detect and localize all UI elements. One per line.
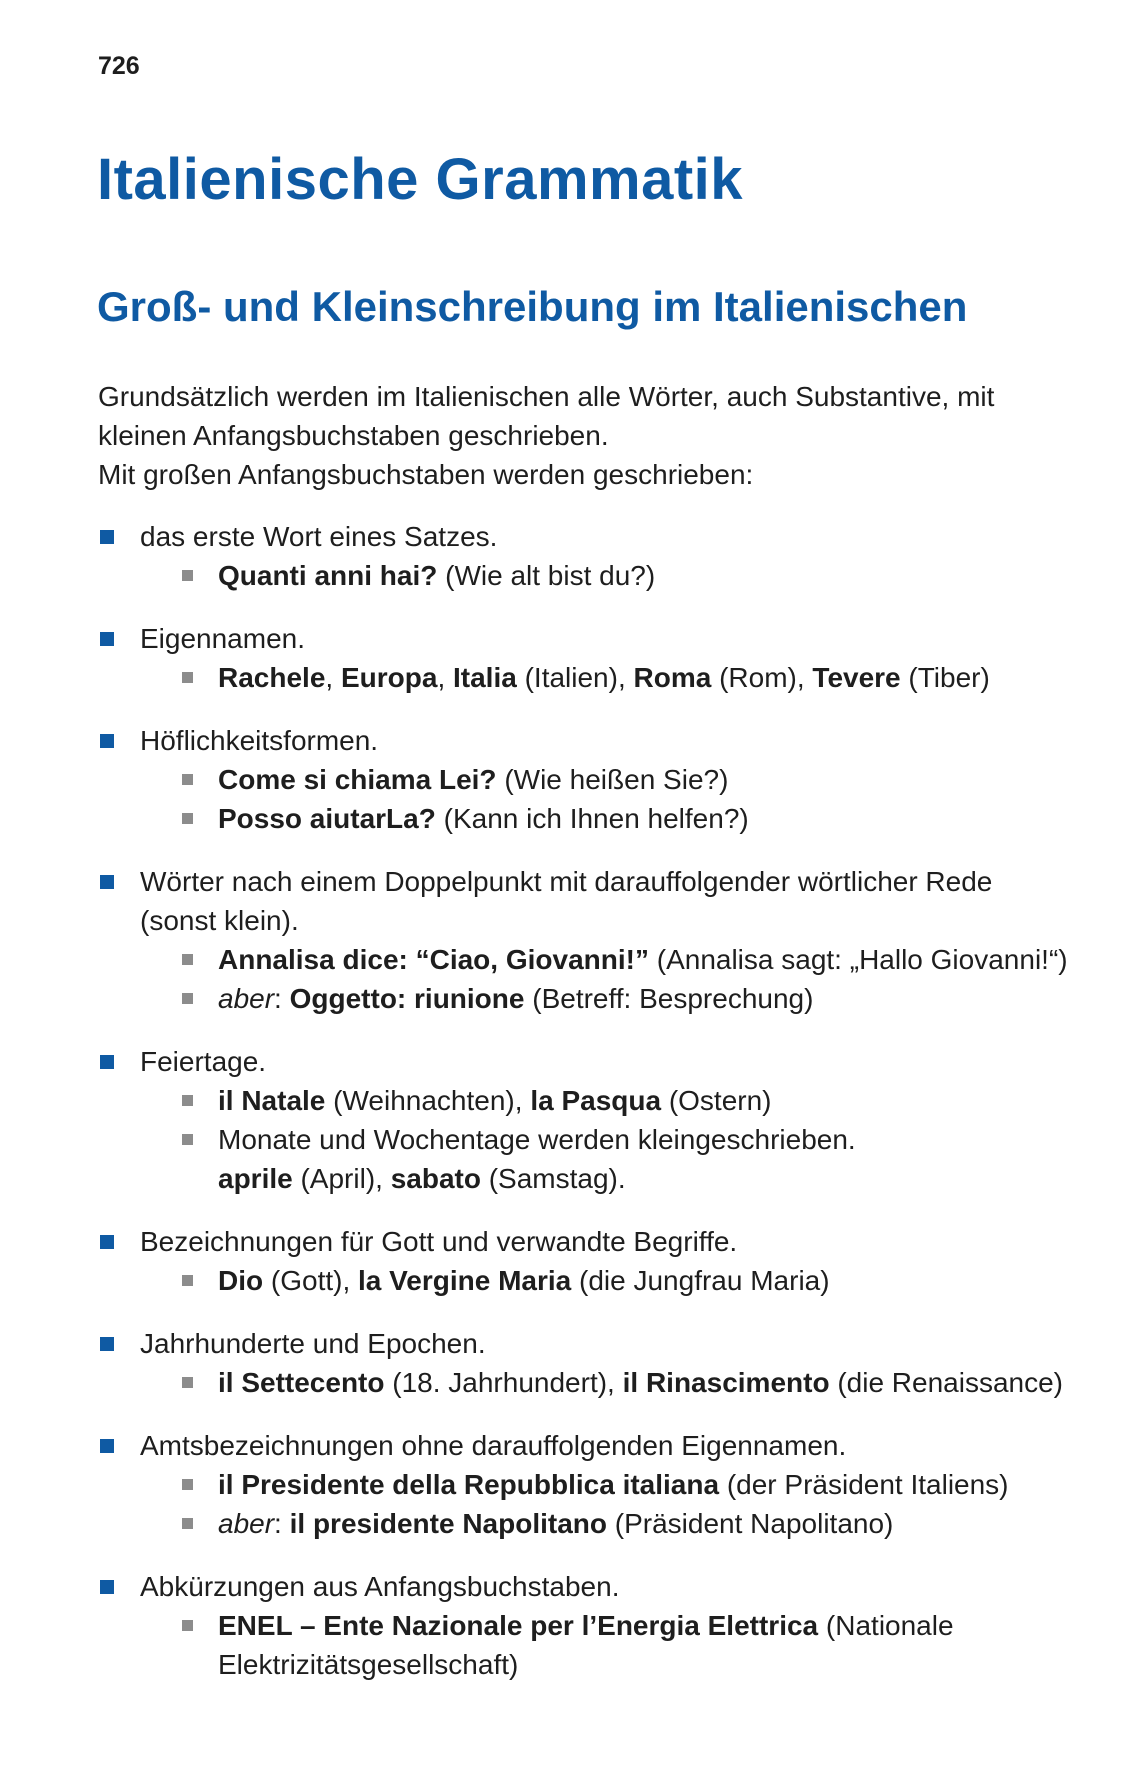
example-german: (Wie heißen Sie?) xyxy=(496,764,729,795)
list-item xyxy=(98,1324,1063,1402)
example-italian: Rachele xyxy=(218,662,326,693)
example-sep: : xyxy=(274,1508,290,1539)
square-bullet-icon xyxy=(100,1439,114,1453)
square-bullet-icon xyxy=(100,1580,114,1594)
small-square-bullet-icon xyxy=(182,1377,193,1388)
example-german: (Tiber) xyxy=(900,662,990,693)
list-item xyxy=(98,1426,1058,1543)
example-italian: il Natale xyxy=(218,1085,326,1116)
example-italian: il Presidente della Repubblica italiana xyxy=(218,1469,720,1500)
square-bullet-icon xyxy=(100,1337,114,1351)
example-italian: Quanti anni hai? xyxy=(218,560,438,591)
example-german: (Annalisa sagt: „Hallo Giovanni!“) xyxy=(648,944,1068,975)
example-german: (18. Jahrhundert), xyxy=(384,1367,623,1398)
small-square-bullet-icon xyxy=(182,774,193,785)
example xyxy=(140,1261,1058,1300)
item-text: Amtsbezeichnungen ohne darauffolgenden Eigennamen. xyxy=(140,1430,847,1461)
list-item xyxy=(98,1222,1058,1300)
example-note: Monate und Wochentage werden kleingeschrieben. xyxy=(218,1124,856,1155)
example-italian: Come si chiama Lei? xyxy=(218,764,497,795)
example-german: (der Präsident Italiens) xyxy=(719,1469,1009,1500)
example-german: (Italien), xyxy=(516,662,634,693)
item-text: Wörter nach einem Doppelpunkt mit darauffolgender wörtlicher Rede xyxy=(140,866,993,897)
list-item xyxy=(98,517,1058,595)
example-german: (die Jungfrau Maria) xyxy=(571,1265,830,1296)
example-italian: la Vergine Maria xyxy=(358,1265,572,1296)
square-bullet-icon xyxy=(100,632,114,646)
small-square-bullet-icon xyxy=(182,1275,193,1286)
example-note: aber xyxy=(218,983,275,1014)
small-square-bullet-icon xyxy=(182,1518,193,1529)
section-title: Groß- und Kleinschreibung im Italienischen xyxy=(97,283,968,330)
item-text: Eigennamen. xyxy=(140,623,306,654)
example-sep: , xyxy=(437,662,453,693)
example-italian: il Settecento xyxy=(218,1367,385,1398)
example xyxy=(140,799,1058,838)
example-italian: Roma xyxy=(633,662,712,693)
example xyxy=(140,1504,1058,1543)
example-german: (Betreff: Besprechung) xyxy=(524,983,814,1014)
list-item xyxy=(98,721,1058,838)
example-italian: sabato xyxy=(390,1163,481,1194)
example-italian: Annalisa dice: “Ciao, Giovanni!” xyxy=(218,944,649,975)
intro-line: Grundsätzlich werden im Italienischen alle Wörter, auch Substantive, mit xyxy=(98,381,995,412)
example-german: Elektrizitätsgesellschaft) xyxy=(218,1649,519,1680)
item-text: das erste Wort eines Satzes. xyxy=(140,521,498,552)
list-item xyxy=(98,1042,1058,1198)
example-italian: Posso aiutarLa? xyxy=(218,803,436,834)
example-italian: Oggetto: riunione xyxy=(289,983,525,1014)
example-sep: : xyxy=(274,983,290,1014)
example xyxy=(140,1606,1058,1684)
small-square-bullet-icon xyxy=(182,813,193,824)
intro-line: Mit großen Anfangsbuchstaben werden geschrieben: xyxy=(98,459,754,490)
example xyxy=(140,940,1068,979)
intro-line: kleinen Anfangsbuchstaben geschrieben. xyxy=(98,420,609,451)
item-text: Bezeichnungen für Gott und verwandte Begriffe. xyxy=(140,1226,738,1257)
example-german: (Gott), xyxy=(263,1265,359,1296)
small-square-bullet-icon xyxy=(182,954,193,965)
example-german: (die Renaissance) xyxy=(829,1367,1063,1398)
small-square-bullet-icon xyxy=(182,672,193,683)
example xyxy=(140,1465,1058,1504)
example-italian: la Pasqua xyxy=(530,1085,662,1116)
intro-paragraph xyxy=(98,377,1058,494)
example-italian: Dio xyxy=(218,1265,264,1296)
list-item xyxy=(98,862,1068,1018)
example xyxy=(140,1363,1063,1402)
list-item xyxy=(98,1567,1058,1684)
example xyxy=(140,1120,1058,1198)
list-item xyxy=(98,619,1058,697)
item-text: Jahrhunderte und Epochen. xyxy=(140,1328,486,1359)
square-bullet-icon xyxy=(100,875,114,889)
example-italian: Tevere xyxy=(812,662,901,693)
square-bullet-icon xyxy=(100,1055,114,1069)
example-german: (Präsident Napolitano) xyxy=(607,1508,894,1539)
small-square-bullet-icon xyxy=(182,1479,193,1490)
example-german: (Samstag). xyxy=(480,1163,626,1194)
example-german: (Wie alt bist du?) xyxy=(437,560,656,591)
rules-list xyxy=(98,517,1068,1708)
example xyxy=(140,979,1058,1018)
item-text: Abkürzungen aus Anfangsbuchstaben. xyxy=(140,1571,620,1602)
example xyxy=(140,658,1058,697)
small-square-bullet-icon xyxy=(182,570,193,581)
square-bullet-icon xyxy=(100,734,114,748)
example-german: (Rom), xyxy=(711,662,813,693)
item-text: Feiertage. xyxy=(140,1046,267,1077)
example-italian: ENEL – Ente Nazionale per l’Energia Elettrica xyxy=(218,1610,819,1641)
example-german: (Ostern) xyxy=(661,1085,772,1116)
page-number: 726 xyxy=(98,52,140,80)
example-italian: il Rinascimento xyxy=(622,1367,830,1398)
example-german: (April), xyxy=(292,1163,391,1194)
small-square-bullet-icon xyxy=(182,1095,193,1106)
item-text: Höflichkeitsformen. xyxy=(140,725,379,756)
example-sep: , xyxy=(325,662,341,693)
example-italian: il presidente Napolitano xyxy=(289,1508,607,1539)
example-german: (Nationale xyxy=(818,1610,954,1641)
example-german: (Weihnachten), xyxy=(325,1085,531,1116)
example-note: aber xyxy=(218,1508,275,1539)
page-title: Italienische Grammatik xyxy=(97,147,744,212)
example xyxy=(140,760,1058,799)
square-bullet-icon xyxy=(100,530,114,544)
example-italian: Italia xyxy=(453,662,517,693)
small-square-bullet-icon xyxy=(182,1620,193,1631)
example xyxy=(140,1081,1058,1120)
small-square-bullet-icon xyxy=(182,1134,193,1145)
small-square-bullet-icon xyxy=(182,993,193,1004)
example-german: (Kann ich Ihnen helfen?) xyxy=(435,803,749,834)
example xyxy=(140,556,1058,595)
square-bullet-icon xyxy=(100,1235,114,1249)
example-italian: aprile xyxy=(218,1163,293,1194)
item-text: (sonst klein). xyxy=(140,905,299,936)
example-italian: Europa xyxy=(340,662,438,693)
